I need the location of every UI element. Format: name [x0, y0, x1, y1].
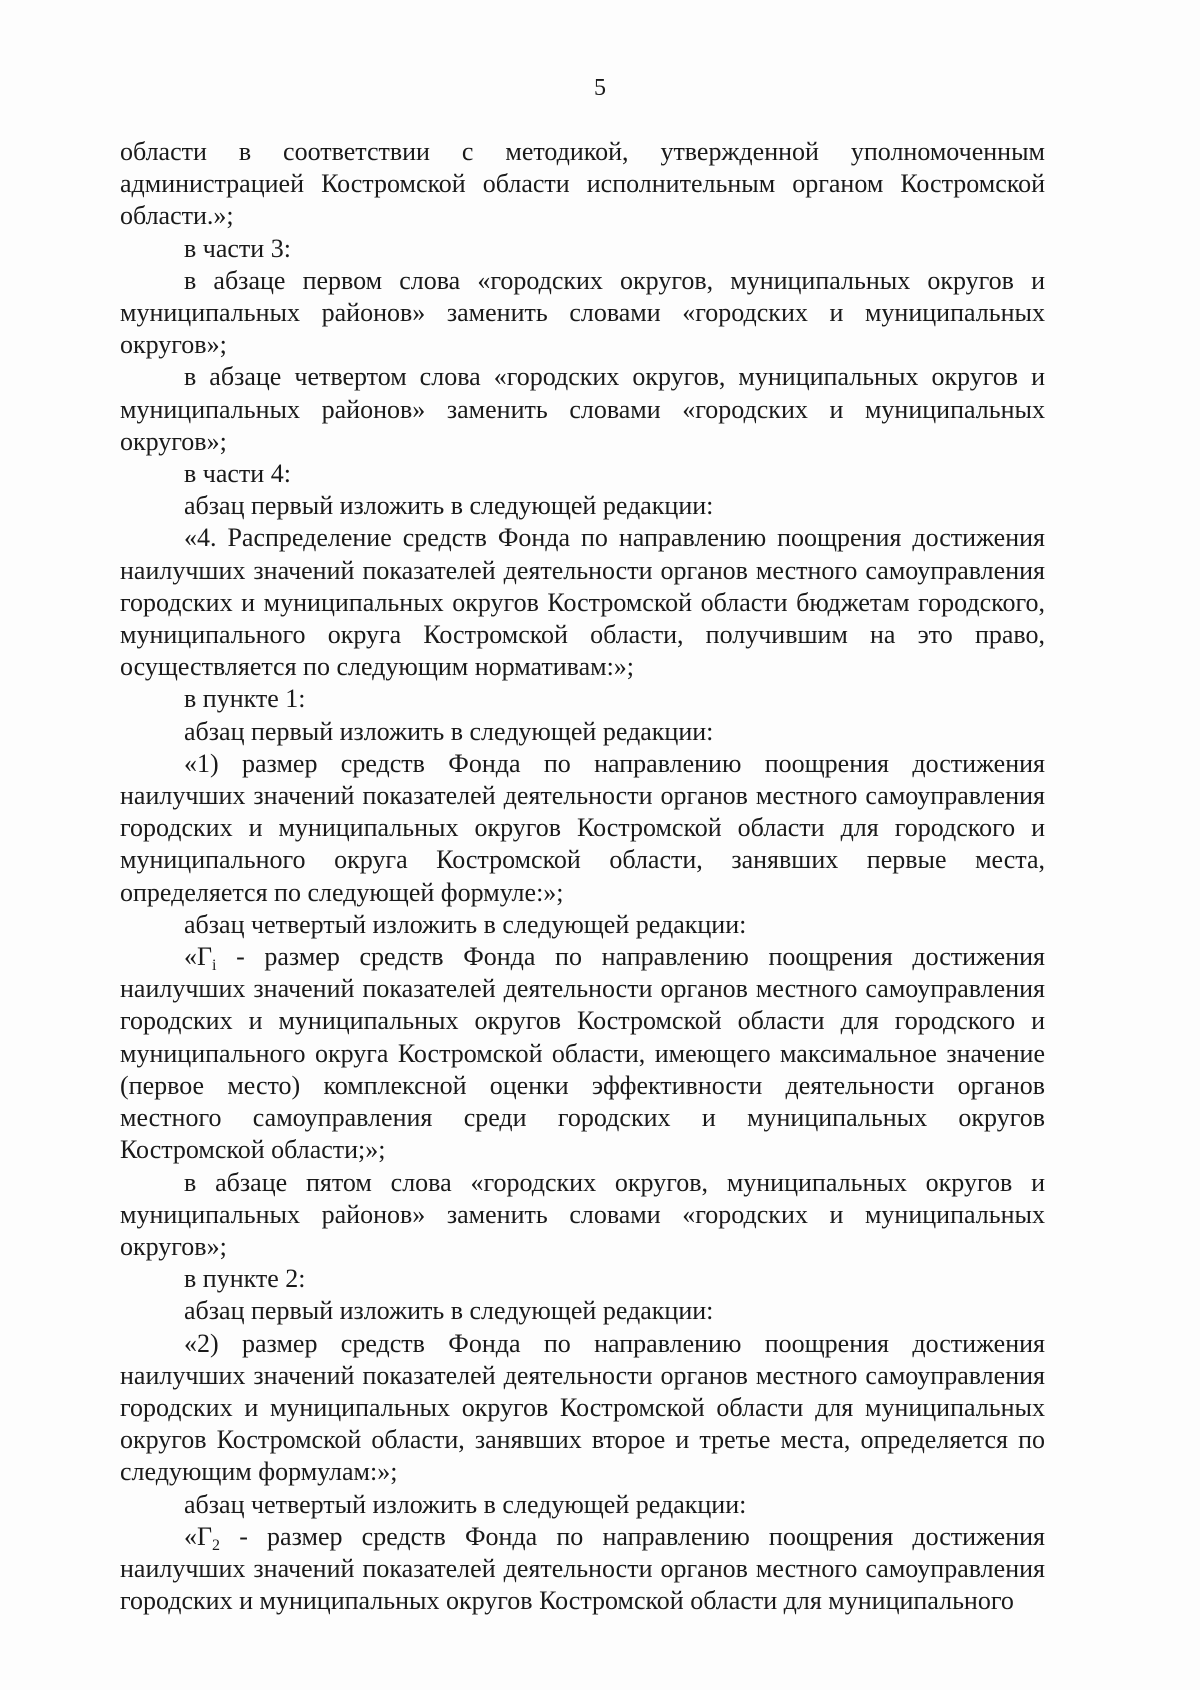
formula-symbol: «Г — [184, 1521, 213, 1551]
paragraph — [120, 683, 1045, 715]
paragraph — [120, 909, 1045, 941]
formula-subscript: 2 — [212, 1536, 221, 1554]
document-body — [120, 136, 1045, 1617]
paragraph-text: - размер средств Фонда по направлению поощрения достижения наилучших значений показателей деятельности органов местного самоуправления городских и муниципальных округов Костромской области для городского и муниципального округа Костромской области, имеющего максимальное значение (первое место) комплексной оценки эффективности деятельности органов местного самоуправления среди городских и муниципальных округов Костромской области;»; — [120, 942, 1045, 1165]
paragraph-text: в пункте 2: — [184, 1264, 306, 1294]
paragraph — [120, 361, 1045, 458]
paragraph — [120, 1489, 1045, 1521]
paragraph — [120, 1521, 1045, 1618]
paragraph-text: «2) размер средств Фонда по направлению поощрения достижения наилучших значений показателей деятельности органов местного самоуправления городских и муниципальных округов Костромской области для муниципальных округов Костромской области, занявших второе и третье места, определяется по следующим формулам:»; — [120, 1328, 1045, 1487]
paragraph-text: «1) размер средств Фонда по направлению поощрения достижения наилучших значений показателей деятельности органов местного самоуправления городских и муниципальных округов Костромской области для городского и муниципального округа Костромской области, занявших первые места, определяется по следующей формуле:»; — [120, 748, 1045, 907]
paragraph — [120, 490, 1045, 522]
formula-subscript: i — [212, 957, 217, 975]
paragraph-text: абзац первый изложить в следующей редакции: — [184, 1296, 714, 1326]
formula-symbol: «Г — [184, 942, 213, 972]
paragraph-text: области в соответствии с методикой, утвержденной уполномоченным администрацией Костромской области исполнительным органом Костромской области.»; — [120, 137, 1045, 231]
paragraph-text: абзац четвертый изложить в следующей редакции: — [184, 909, 747, 939]
paragraph — [120, 748, 1045, 909]
paragraph-text: в части 4: — [184, 459, 291, 489]
paragraph — [120, 265, 1045, 362]
paragraph — [120, 1167, 1045, 1264]
paragraph — [120, 233, 1045, 265]
paragraph — [120, 716, 1045, 748]
paragraph-text: в абзаце первом слова «городских округов, муниципальных округов и муниципальных районов» заменить словами «городских и муниципальных округов»; — [120, 265, 1045, 360]
paragraph — [120, 941, 1045, 1166]
paragraph — [120, 1328, 1045, 1489]
paragraph-text: в абзаце четвертом слова «городских округов, муниципальных округов и муниципальных районов» заменить словами «городских и муниципальных округов»; — [120, 362, 1045, 456]
paragraph-text: абзац четвертый изложить в следующей редакции: — [184, 1489, 747, 1519]
paragraph — [120, 458, 1045, 490]
paragraph-text: в абзаце пятом слова «городских округов, муниципальных округов и муниципальных районов» заменить словами «городских и муниципальных округов»; — [120, 1167, 1045, 1261]
paragraph — [120, 136, 1045, 233]
paragraph — [120, 1295, 1045, 1327]
paragraph — [120, 522, 1045, 683]
paragraph-text: в части 3: — [184, 233, 291, 263]
page-number: 5 — [594, 75, 606, 101]
paragraph — [120, 1263, 1045, 1295]
paragraph-text: «4. Распределение средств Фонда по направлению поощрения достижения наилучших значений показателей деятельности органов местного самоуправления городских и муниципальных округов Костромской области бюджетам городского, муниципального округа Костромской области, получившим на это право, осуществляется по следующим нормативам:»; — [120, 523, 1045, 682]
paragraph-text: абзац первый изложить в следующей редакции: — [184, 491, 714, 521]
paragraph-text: абзац первый изложить в следующей редакции: — [184, 716, 714, 746]
paragraph-text: - размер средств Фонда по направлению поощрения достижения наилучших значений показателей деятельности органов местного самоуправления городских и муниципальных округов Костромской области для муниципального — [120, 1521, 1045, 1616]
paragraph-text: в пункте 1: — [184, 684, 306, 714]
